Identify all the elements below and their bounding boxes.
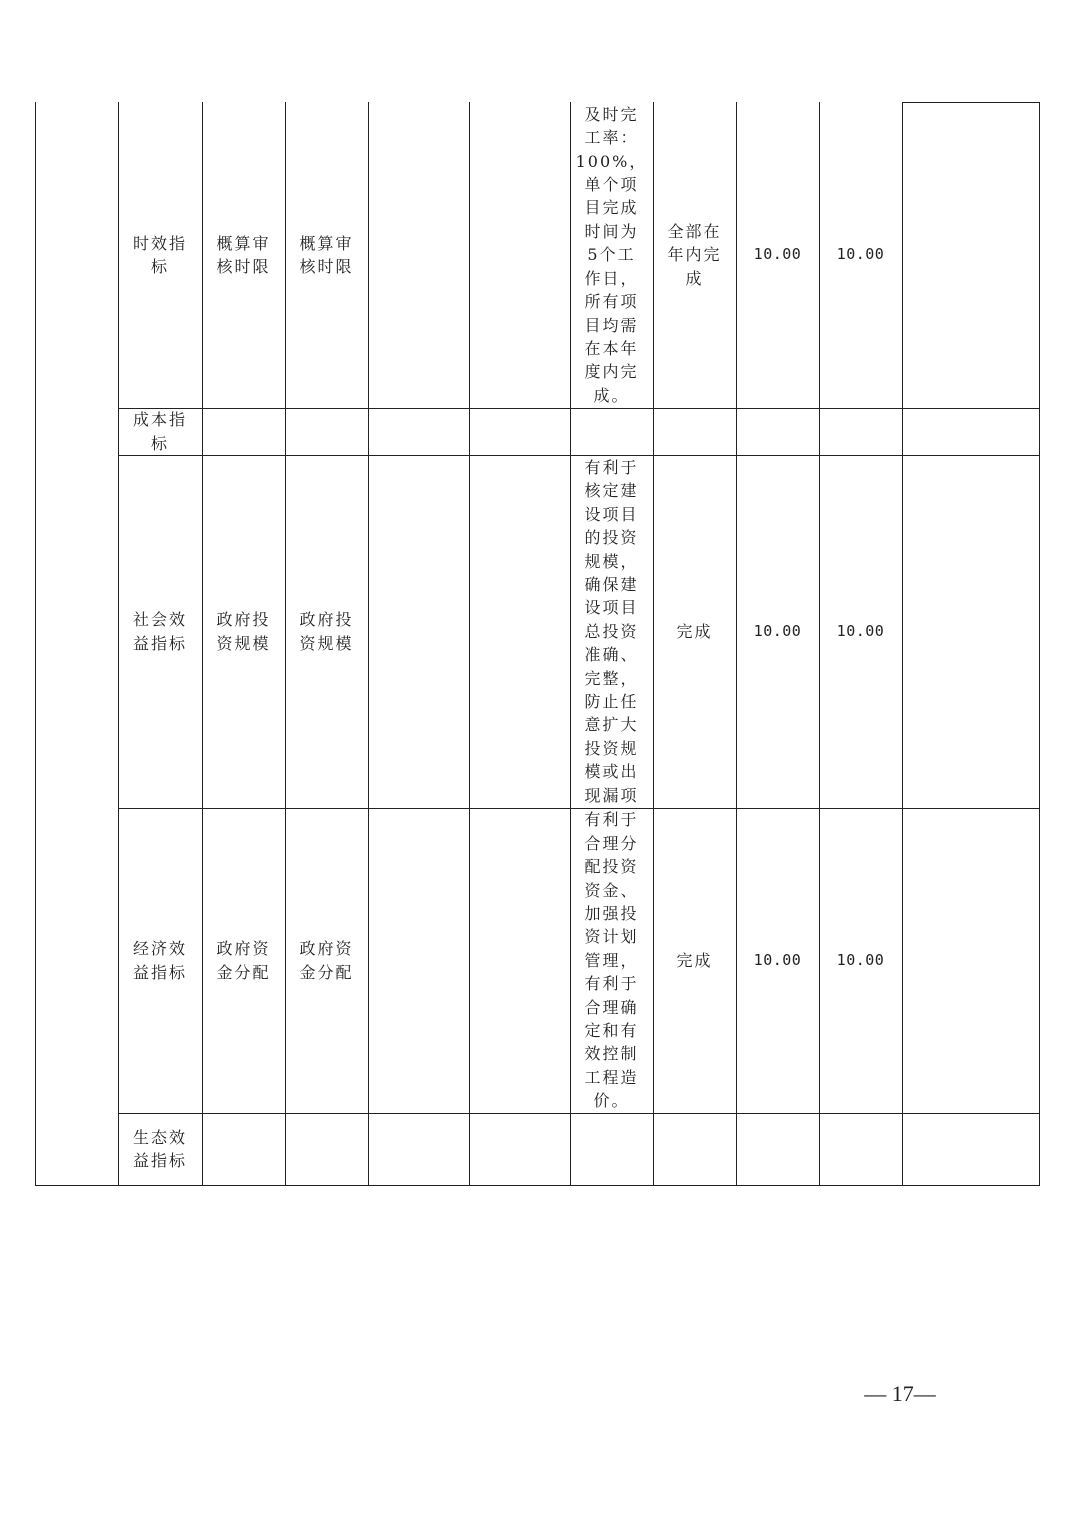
table-cell: 10.00 (753, 950, 802, 969)
grid-line (902, 102, 1040, 103)
grid-line (368, 102, 369, 1186)
table-row: 成本指 标 (132, 410, 187, 453)
table-cell: 10.00 (836, 245, 885, 264)
table-cell: 10.00 (836, 950, 885, 969)
table-cell: 概算审 核时限 (299, 233, 354, 276)
table-cell: 完成 (676, 950, 713, 970)
table-row: 生态效 益指标 (132, 1127, 187, 1170)
grid-line (35, 102, 36, 1186)
table-cell: 完成 (676, 621, 713, 641)
table-row: 经济效 益指标 (132, 939, 187, 982)
table-cell: 及时完 工率： 100%， 单个项 目完成 时间为 5个工 作日， 所有项 目均需 在本年 度内完 成。 (575, 104, 648, 405)
table-row: 社会效 益指标 (132, 610, 187, 653)
grid-line (35, 1185, 1040, 1186)
grid-line (902, 102, 903, 1186)
grid-line (1039, 102, 1040, 1186)
table-cell: 有利于 合理分 配投资 资金、 加强投 资计划 管理， 有利于 合理确 定和有 效控制 工程造 价。 (584, 810, 639, 1111)
table-cell: 政府投 资规模 (299, 610, 354, 653)
table-cell: 全部在 年内完 成 (667, 221, 722, 288)
grid-line (118, 408, 1040, 409)
table-cell: 10.00 (753, 245, 802, 264)
table-row: 时效指 标 (132, 233, 187, 276)
table-cell: 政府投 资规模 (216, 610, 271, 653)
table-cell: 政府资 金分配 (299, 939, 354, 982)
grid-line (118, 1113, 1040, 1114)
grid-line (469, 102, 470, 1186)
table-cell: 有利于 核定建 设项目 的投资 规模， 确保建 设项目 总投资 准确、 完整， 防止任 意扩大 投资规 模或出 现漏项 (584, 457, 639, 805)
page-number: — 17— (864, 1381, 936, 1406)
table-cell: 政府资 金分配 (216, 939, 271, 982)
table-cell: 10.00 (753, 621, 802, 640)
table-cell: 概算审 核时限 (216, 233, 271, 276)
table-cell: 10.00 (836, 621, 885, 640)
